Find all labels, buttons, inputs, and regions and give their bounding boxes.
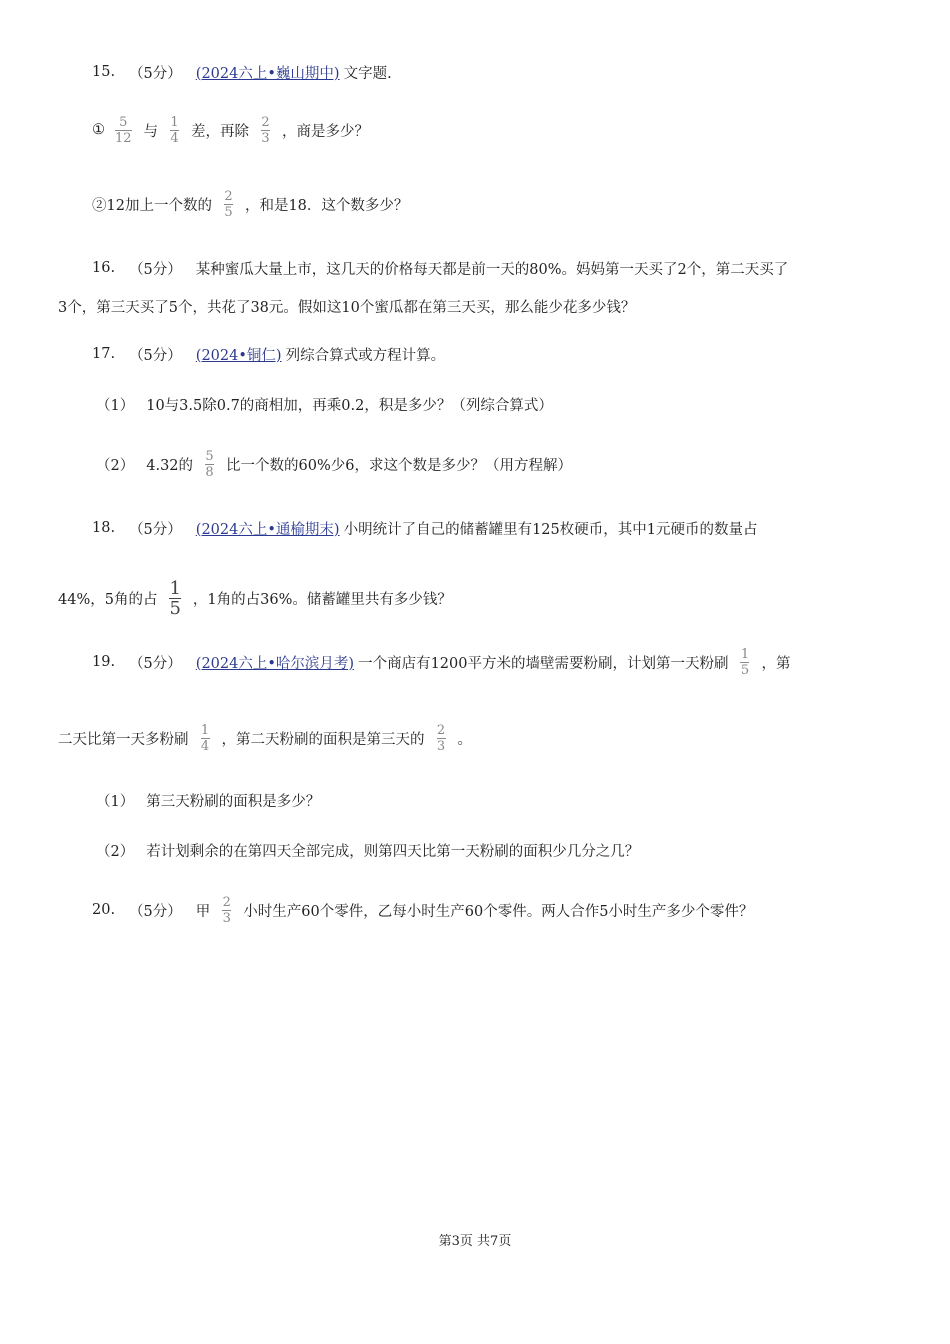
q18-line1 [92,508,757,548]
question-title: 列综合算式或方程计算。 [285,347,446,364]
text: 4.32的 [146,457,194,474]
text: 。 [457,731,472,748]
text: ，商是多少？ [282,123,370,140]
fraction: $\frac{5}{8}$ [205,448,214,480]
question-number: 19. [92,654,116,670]
question-title: 文字题. [343,65,392,82]
q17-part2 [96,444,572,484]
q16-line1 [92,248,788,288]
text: ②12加上一个数的 [92,197,212,214]
question-score: （5分） [129,347,182,364]
fraction: $\frac{5}{12}$ [115,114,132,146]
question-number: 20. [92,902,116,918]
fraction: $\frac{2}{5}$ [224,188,233,220]
question-source-link[interactable]: (2024六上•通榆期末) [195,521,340,538]
text: 二天比第一天多粉刷 [58,731,189,748]
text: ，第二天粉刷的面积是第三天的 [221,731,425,748]
page-footer: 第3页 共7页 [438,1234,512,1249]
text: ，第 [761,655,791,672]
q17-header [92,334,445,374]
q15-header [92,52,392,92]
part-mark: （1） [96,397,135,414]
part-text: 第三天粉刷的面积是多少？ [146,793,321,810]
question-source-link[interactable]: (2024六上•巍山期中) [195,65,340,82]
part-mark: ① [92,122,105,138]
question-score: （5分） [129,521,182,538]
question-number: 15. [92,64,116,80]
part-text: 若计划剩余的在第四天全部完成，则第四天比第一天粉刷的面积少几分之几？ [146,843,640,860]
question-number: 18. [92,520,116,536]
part-text: 10与3.5除0.7的商相加，再乘0.2，积是多少？（列综合算式） [146,397,553,414]
question-text: 某种蜜瓜大量上市，这几天的价格每天都是前一天的80%。妈妈第一天买了2个，第二天买了 [195,261,789,278]
question-number: 16. [92,260,116,276]
fraction: $\frac{1}{5}$ [740,646,750,678]
q20-line [92,890,753,930]
question-source-link[interactable]: (2024•铜仁) [195,347,282,364]
fraction: $\frac{1}{4}$ [170,114,179,146]
question-score: （5分） [129,903,182,920]
text: 甲 [195,903,211,920]
question-score: （5分） [129,65,182,82]
part-mark: （2） [96,457,135,474]
q17-part1 [96,384,553,424]
q19-part2 [96,830,639,870]
fraction: $\frac{1}{4}$ [200,722,210,754]
fraction: $\frac{2}{3}$ [261,114,270,146]
q18-line2 [58,578,452,618]
fraction: $\frac{1}{5}$ [169,577,181,619]
text: 小时生产60个零件，乙每小时生产60个零件。两人合作5小时生产多少个零件？ [243,903,754,920]
text: ，和是18．这个数多少？ [244,197,409,214]
question-number: 17. [92,346,116,362]
text: 44%，5角的占 [58,591,158,608]
fraction: $\frac{2}{3}$ [222,894,231,926]
q19-part1 [96,780,320,820]
question-score: （5分） [129,261,182,278]
question-text: 3个，第三天买了5个，共花了38元。假如这10个蜜瓜都在第三天买，那么能少花多少钱？ [58,299,636,316]
question-text: 小明统计了自己的储蓄罐里有125枚硬币，其中1元硬币的数量占 [343,521,758,538]
text: 比一个数的60%少6，求这个数是多少？（用方程解） [226,457,572,474]
q15-part2 [92,184,408,224]
q19-line2 [58,718,472,758]
q19-line1 [92,642,790,682]
q15-part1 [92,110,369,150]
fraction: $\frac{2}{3}$ [436,722,446,754]
text: 与 [143,123,159,140]
q16-line2 [58,286,635,326]
question-source-link[interactable]: (2024六上•哈尔滨月考) [195,655,355,672]
question-score: （5分） [129,655,182,672]
part-mark: （2） [96,843,135,860]
part-mark: （1） [96,793,135,810]
text: 一个商店有1200平方米的墙壁需要粉刷，计划第一天粉刷 [358,655,729,672]
text: ，1角的占36%。储蓄罐里共有多少钱？ [192,591,452,608]
text: 差，再除 [191,123,250,140]
